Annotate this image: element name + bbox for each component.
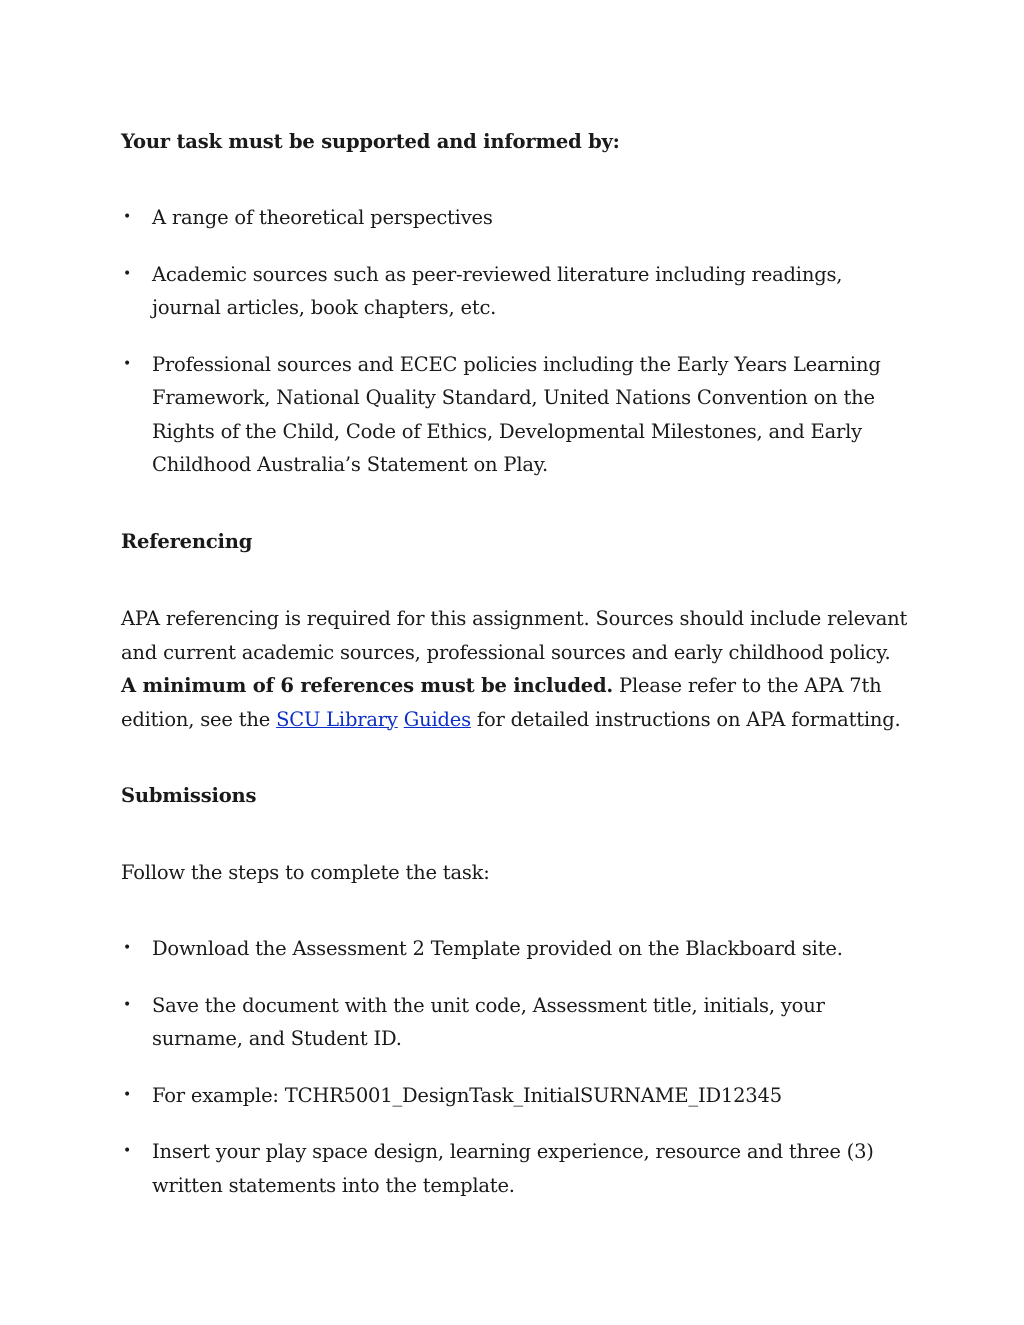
list-item [121,348,911,482]
referencing-paragraph [121,602,911,736]
list-item-text: Save the document with the unit code, Assessment title, initials, your surname, and Student ID. [152,993,825,1050]
list-item-text: Download the Assessment 2 Template provided on the Blackboard site. [152,937,843,960]
referencing-text-3: for detailed instructions on APA formatting. [470,707,901,731]
bullet-icon: • [123,209,132,225]
referencing-text-2: Please refer to the APA 7th edition, see the [121,674,882,731]
bullet-icon: • [123,265,132,282]
referencing-text-1: APA referencing is required for this assignment. Sources should include relevant and current academic sources, professional sources and early childhood policy. [121,607,908,664]
section-heading-submissions: Submissions [121,784,257,807]
list-item-text: A range of theoretical perspectives [152,206,493,229]
list-item-text: Insert your play space design, learning experience, resource and three (3) written statements into the template. [152,1140,874,1197]
referencing-bold-requirement: A minimum of 6 references must be included. [121,674,614,697]
list-item-text: Professional sources and ECEC policies including the Early Years Learning Framework, National Quality Standard, United Nations Convention on the Rights of the Child, Code of Ethics, Developmental Milestones, and Early Childhood Australia’s Statement on Play. [152,352,881,476]
bullet-icon: • [123,996,132,1013]
bullet-icon: • [123,1143,132,1159]
list-item [121,932,911,966]
scu-library-link[interactable]: SCU Library [276,707,398,731]
bullet-icon: • [123,355,132,372]
section-heading-supported: Your task must be supported and informed by: [121,130,620,153]
bullet-icon: • [123,1086,132,1103]
guides-link[interactable]: Guides [403,707,471,731]
list-item [121,201,911,235]
list-item-text: For example: TCHR5001_DesignTask_InitialSURNAME_ID12345 [152,1083,782,1107]
supported-list [121,201,911,505]
section-heading-referencing: Referencing [121,530,253,553]
list-item [121,989,911,1056]
list-item [121,1079,911,1113]
submissions-list [121,932,911,1225]
list-item [121,258,911,325]
list-item-text: Academic sources such as peer-reviewed literature including readings, journal articles, book chapters, etc. [152,262,843,319]
bullet-icon: • [123,940,132,956]
submissions-intro: Follow the steps to complete the task: [121,861,490,884]
list-item [121,1135,911,1202]
